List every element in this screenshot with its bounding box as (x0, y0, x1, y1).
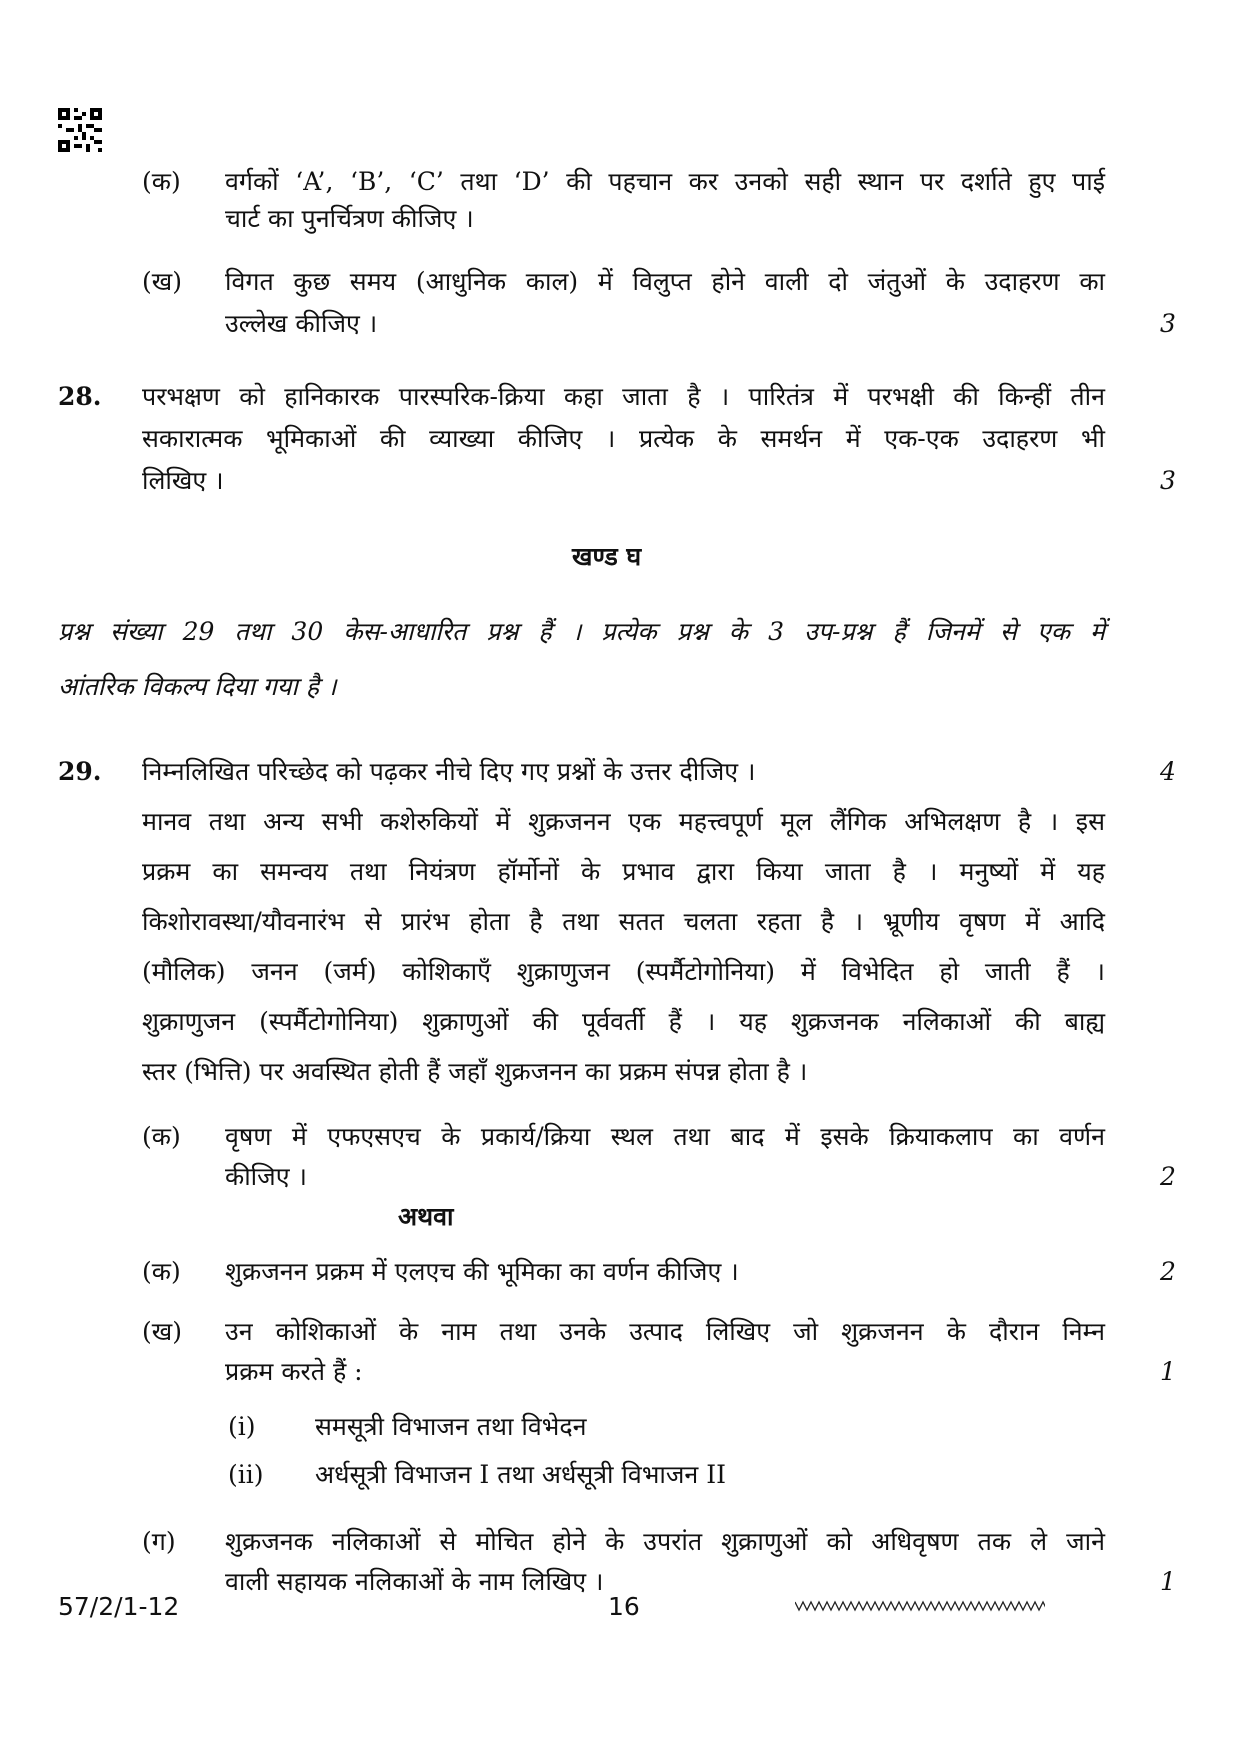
wavy-line-icon (795, 1598, 1045, 1612)
q29-b-i-label: (i) (228, 1412, 256, 1441)
q28-line2: सकारात्मक भूमिकाओं की व्याख्या कीजिए । प्रत्येक के समर्थन में एक-एक उदाहरण भी (142, 424, 1105, 453)
q29-c-line2: वाली सहायक नलिकाओं के नाम लिखिए । (225, 1567, 604, 1596)
q29-a-alt-text: शुक्रजनन प्रक्रम में एलएच की भूमिका का वर्णन कीजिए । (225, 1257, 739, 1286)
section-instruction-line1: प्रश्न संख्या 29 तथा 30 केस-आधारित प्रश्न हैं । प्रत्येक प्रश्न के 3 उप-प्रश्न हैं जिनमें से एक में (58, 617, 1105, 646)
q27-marks: 3 (1160, 309, 1176, 338)
or-label: अथवा (398, 1202, 454, 1231)
q29-a-marks: 2 (1160, 1162, 1176, 1191)
q29-a-line1: वृषण में एफएसएच के प्रकार्य/क्रिया स्थल तथा बाद में इसके क्रियाकलाप का वर्णन (225, 1122, 1105, 1151)
q29-c-marks: 1 (1160, 1567, 1176, 1596)
q28-marks: 3 (1160, 466, 1176, 495)
q27-b-label: (ख) (142, 267, 182, 296)
q29-a-alt-marks: 2 (1160, 1257, 1176, 1286)
q29-c-line1: शुक्रजनक नलिकाओं से मोचित होने के उपरांत शुक्राणुओं को अधिवृषण तक ले जाने (225, 1527, 1105, 1556)
q29-c-label: (ग) (142, 1527, 176, 1556)
q29-intro: निम्नलिखित परिच्छेद को पढ़कर नीचे दिए गए प्रश्नों के उत्तर दीजिए । (142, 757, 756, 786)
q27-b-line2: उल्लेख कीजिए । (225, 309, 378, 338)
q27-a-line1: वर्गकों ‘A’, ‘B’, ‘C’ तथा ‘D’ की पहचान कर उनको सही स्थान पर दर्शाते हुए पाई (225, 167, 1105, 196)
paper-code: 57/2/1-12 (58, 1592, 180, 1621)
q28-line3: लिखिए । (142, 466, 224, 495)
q29-b-marks: 1 (1160, 1357, 1176, 1386)
q29-a-line2: कीजिए । (225, 1162, 307, 1191)
q29-para-line4: (मौलिक) जनन (जर्म) कोशिकाएँ शुक्राणुजन (स्पर्मैटोगोनिया) में विभेदित हो जाती हैं । (142, 957, 1105, 986)
q28-number: 28. (58, 382, 102, 411)
q29-b-ii-text: अर्धसूत्री विभाजन I तथा अर्धसूत्री विभाजन II (315, 1460, 727, 1489)
section-instruction-line2: आंतरिक विकल्प दिया गया है । (58, 672, 337, 701)
q27-b-line1: विगत कुछ समय (आधुनिक काल) में विलुप्त होने वाली दो जंतुओं के उदाहरण का (225, 267, 1105, 296)
q29-a-label: (क) (142, 1122, 181, 1151)
q29-b-line2: प्रक्रम करते हैं : (225, 1357, 363, 1386)
q27-a-line2: चार्ट का पुनर्चित्रण कीजिए । (225, 204, 474, 233)
q27-a-label: (क) (142, 167, 181, 196)
q29-para-line3: किशोरावस्था/यौवनारंभ से प्रारंभ होता है तथा सतत चलता रहता है । भ्रूणीय वृषण में आदि (142, 907, 1105, 936)
q29-b-line1: उन कोशिकाओं के नाम तथा उनके उत्पाद लिखिए जो शुक्रजनन के दौरान निम्न (225, 1317, 1105, 1346)
q29-para-line1: मानव तथा अन्य सभी कशेरुकियों में शुक्रजनन एक महत्त्वपूर्ण मूल लैंगिक अभिलक्षण है । इस (142, 807, 1105, 836)
q29-b-label: (ख) (142, 1317, 182, 1346)
q29-para-line6: स्तर (भित्ति) पर अवस्थित होती हैं जहाँ शुक्रजनन का प्रक्रम संपन्न होता है । (142, 1057, 808, 1086)
q29-number: 29. (58, 757, 102, 786)
section-title: खण्ड घ (572, 542, 642, 571)
q29-a-alt-label: (क) (142, 1257, 181, 1286)
q28-line1: परभक्षण को हानिकारक पारस्परिक-क्रिया कहा जाता है । पारितंत्र में परभक्षी की किन्हीं तीन (142, 382, 1105, 411)
q29-para-line2: प्रक्रम का समन्वय तथा नियंत्रण हॉर्मोनों के प्रभाव द्वारा किया जाता है । मनुष्यों में यह (142, 857, 1105, 886)
page-number: 16 (608, 1592, 640, 1621)
q29-intro-marks: 4 (1160, 757, 1176, 786)
qr-code-icon (58, 108, 102, 152)
q29-para-line5: शुक्राणुजन (स्पर्मैटोगोनिया) शुक्राणुओं की पूर्ववर्ती हैं । यह शुक्रजनक नलिकाओं की बाह्य (142, 1007, 1105, 1036)
q29-b-ii-label: (ii) (228, 1460, 264, 1489)
q29-b-i-text: समसूत्री विभाजन तथा विभेदन (315, 1412, 587, 1441)
